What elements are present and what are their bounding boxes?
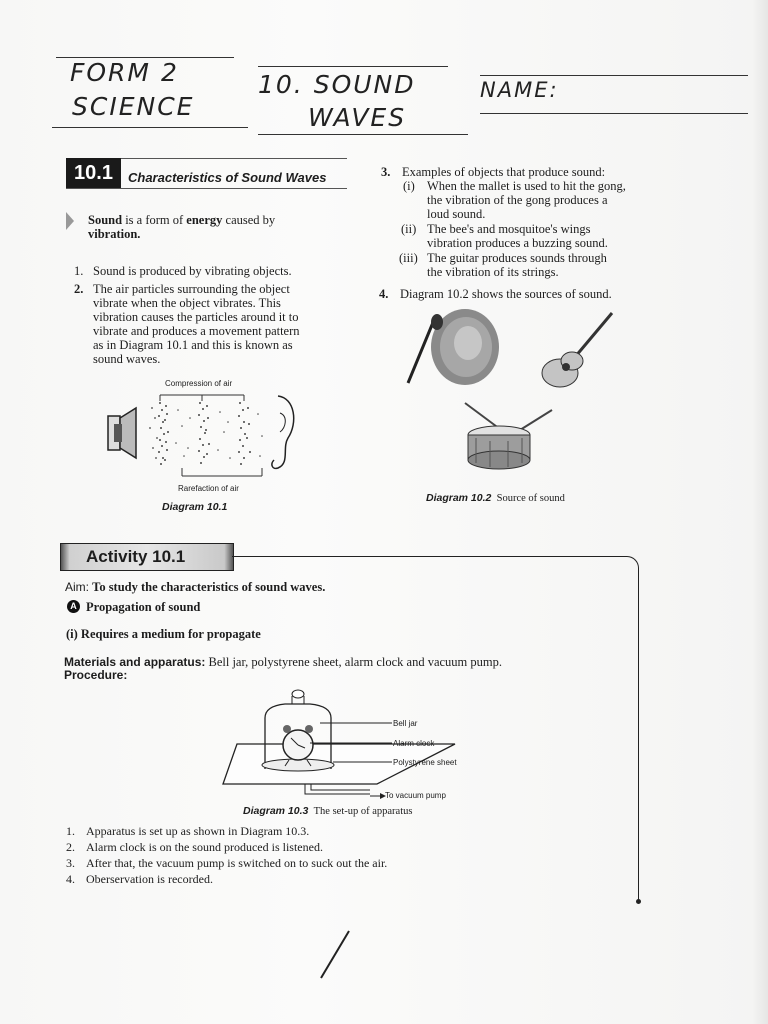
part-title: Propagation of sound	[86, 600, 201, 614]
sub-i-num: (i)	[403, 179, 415, 193]
materials-text: Bell jar, polystyrene sheet, alarm clock and vacuum pump.	[208, 655, 503, 669]
sub-i-text	[427, 179, 653, 221]
aim-text: To study the characteristics of sound waves.	[92, 580, 326, 594]
diagram1-caption: Diagram 10.1	[162, 501, 228, 513]
diagram2-caption-label: Diagram 10.2	[426, 492, 492, 504]
sub-line: vibration produces a buzzing sound.	[427, 236, 608, 250]
sub-line: The guitar produces sounds through	[427, 251, 607, 265]
procedure-step	[66, 823, 387, 839]
sub-ii-text	[427, 222, 653, 250]
procedure-step	[66, 871, 387, 887]
step-num: 3.	[66, 856, 75, 870]
chapter-number: 10. SOUND	[258, 70, 416, 99]
drum-icon	[465, 403, 552, 469]
activity-border	[232, 556, 626, 557]
definition-fragment: caused by	[222, 213, 276, 227]
polystyrene-sheet-icon	[262, 759, 334, 771]
step-num: 2.	[66, 840, 75, 854]
ear-icon	[272, 396, 294, 468]
diagram3-caption	[243, 805, 412, 817]
rarefaction-label: Rarefaction of air	[178, 484, 239, 493]
sub-line: the vibration of its strings.	[427, 265, 559, 279]
point-4-text: Diagram 10.2 shows the sources of sound.	[400, 287, 612, 301]
section-title: Characteristics of Sound Waves	[128, 170, 327, 185]
sub-section-i: (i) Requires a medium for propagate	[66, 627, 261, 641]
vacuum-pump-label: To vacuum pump	[385, 791, 446, 800]
pen-mark	[315, 928, 355, 982]
section-rule	[121, 158, 347, 159]
point-4-num: 4.	[379, 287, 389, 301]
chapter-title: WAVES	[308, 103, 407, 132]
point-2-line: The air particles surrounding the object	[93, 282, 290, 296]
activity-banner	[60, 543, 234, 571]
name-line	[480, 113, 748, 114]
gong-icon	[408, 309, 499, 385]
point-1-num: 1.	[74, 264, 84, 278]
header-rule	[258, 134, 468, 135]
activity-title: Activity 10.1	[86, 547, 186, 566]
sub-line: loud sound.	[427, 207, 486, 221]
diagram3-caption-text: The set-up of apparatus	[313, 806, 413, 817]
procedure-step	[66, 855, 387, 871]
compression-label: Compression of air	[165, 379, 233, 388]
point-2-line: vibration causes the particles around it to	[93, 310, 299, 324]
diagram2-caption-text: Source of sound	[496, 493, 565, 504]
step-text: Oberservation is recorded.	[86, 872, 213, 886]
subject-label: SCIENCE	[72, 92, 195, 121]
section-number: 10.1	[66, 158, 121, 188]
aim-label: Aim:	[65, 580, 89, 594]
step-num: 1.	[66, 824, 75, 838]
sub-iii-text	[427, 251, 653, 279]
header-rule	[52, 127, 248, 128]
bell-jar-label: Bell jar	[393, 719, 418, 728]
procedure-list	[66, 823, 387, 887]
sub-ii-num: (ii)	[401, 222, 417, 236]
arrow-marker-icon	[66, 212, 74, 230]
materials-label: Materials and apparatus:	[64, 655, 206, 669]
point-2-line: as in Diagram 10.1 and this is known as	[93, 338, 293, 352]
definition-word-sound: Sound	[88, 213, 123, 227]
procedure-label: Procedure:	[64, 668, 128, 682]
sub-line: The bee's and mosquitoe's wings	[427, 222, 591, 236]
point-2-text	[93, 282, 349, 366]
diagram2-caption	[426, 492, 565, 504]
guitar-icon	[542, 313, 612, 387]
name-label: NAME:	[480, 78, 559, 102]
point-2-line: vibrate and produces a movement pattern	[93, 324, 300, 338]
bell-jar-diagram	[215, 686, 475, 804]
definition-fragment: is a form of	[122, 213, 187, 227]
materials-line	[64, 655, 502, 669]
step-text: After that, the vacuum pump is switched on to suck out the air.	[86, 856, 388, 870]
activity-border	[638, 570, 639, 900]
section-rule	[66, 188, 347, 189]
activity-border	[626, 556, 639, 571]
definition-word-vibration: vibration.	[88, 227, 141, 241]
header-rule	[258, 66, 448, 67]
point-2-line: vibrate when the object vibrates. This	[93, 296, 281, 310]
polystyrene-label: Polystyrene sheet	[393, 758, 457, 767]
sub-iii-num: (iii)	[399, 251, 418, 265]
part-letter-badge: A	[67, 600, 80, 613]
point-3-text: Examples of objects that produce sound:	[402, 165, 606, 179]
procedure-step	[66, 839, 387, 855]
definition-word-energy: energy	[186, 213, 223, 227]
header-rule	[480, 75, 748, 76]
step-text: Apparatus is set up as shown in Diagram 10.3.	[86, 824, 310, 838]
alarm-clock-label: Alarm clock	[393, 739, 435, 748]
point-1-text: Sound is produced by vibrating objects.	[93, 264, 292, 278]
activity-border-dot	[636, 899, 641, 904]
point-2-num: 2.	[74, 282, 84, 296]
page-edge	[752, 0, 768, 1024]
diagram3-caption-label: Diagram 10.3	[243, 805, 309, 817]
point-3-num: 3.	[381, 165, 391, 179]
sub-line: the vibration of the gong produces a	[427, 193, 608, 207]
sound-wave-diagram	[100, 388, 300, 483]
definition-text	[88, 213, 343, 241]
point-2-line: sound waves.	[93, 352, 161, 366]
sub-line: When the mallet is used to hit the gong,	[427, 179, 626, 193]
step-num: 4.	[66, 872, 75, 886]
step-text: Alarm clock is on the sound produced is listened.	[86, 840, 323, 854]
aim-line	[65, 580, 325, 594]
sound-sources-diagram	[400, 305, 630, 485]
speaker-icon	[108, 408, 136, 458]
form-label: FORM 2	[70, 58, 179, 87]
